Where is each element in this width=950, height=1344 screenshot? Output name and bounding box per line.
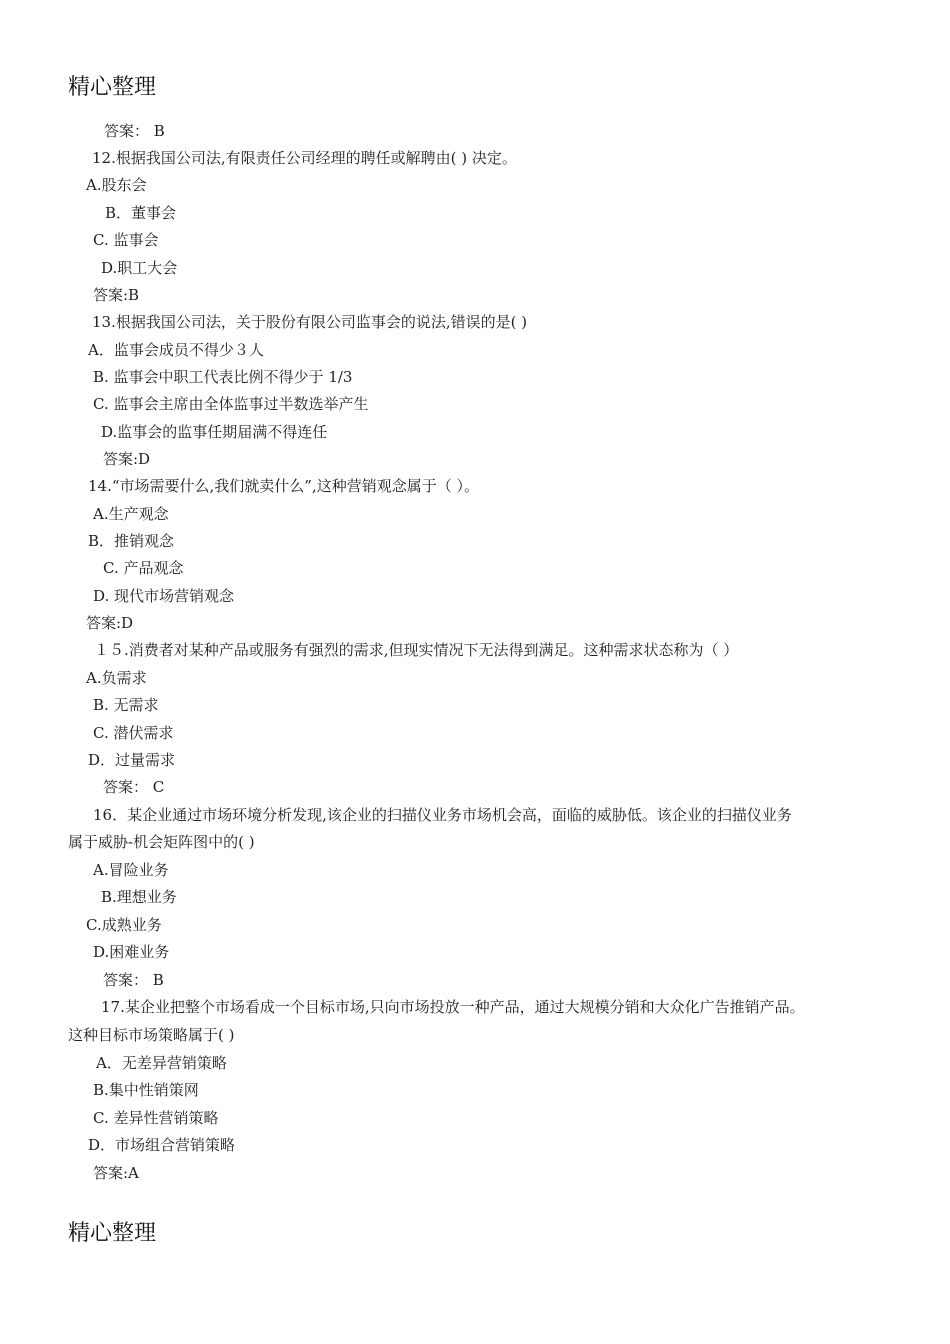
option-16-b: B.理想业务	[101, 888, 177, 906]
question-14: 14.“市场需要什么,我们就卖什么”,这种营销观念属于（ ）。	[88, 477, 479, 495]
option-17-d: D．市场组合营销策略	[88, 1136, 236, 1154]
option-17-b: B.集中性销策网	[93, 1081, 199, 1099]
question-16-cont: 属于威胁-机会矩阵图中的( )	[68, 833, 255, 851]
option-14-a: A.生产观念	[93, 505, 169, 523]
option-12-b: B．董事会	[105, 204, 177, 222]
option-12-d: D.职工大会	[101, 259, 178, 277]
question-17: 17.某企业把整个市场看成一个目标市场,只向市场投放一种产品，通过大规模分销和大众化广告推销产品。	[101, 998, 805, 1016]
answer-12: 答案:B	[93, 286, 140, 304]
option-14-d: D. 现代市场营销观念	[93, 587, 235, 605]
answer-17: 答案:A	[93, 1164, 139, 1182]
option-17-c: C. 差异性营销策略	[93, 1109, 219, 1127]
question-13: 13.根据我国公司法，关于股份有限公司监事会的说法,错误的是( )	[92, 313, 528, 331]
option-12-a: A.股东会	[86, 176, 147, 194]
option-13-d: D.监事会的监事任期届满不得连任	[101, 423, 328, 441]
option-13-a: A．监事会成员不得少３人	[88, 341, 264, 359]
question-16: 16．某企业通过市场环境分析发现,该企业的扫描仪业务市场机会高，面临的威胁低。该企业的扫描仪业务	[93, 806, 792, 824]
option-12-c: C. 监事会	[93, 231, 159, 249]
option-15-d: D．过量需求	[88, 751, 176, 769]
option-17-a: A．无差异营销策略	[96, 1054, 227, 1072]
question-12: 12.根据我国公司法,有限责任公司经理的聘任或解聘由( ) 决定。	[92, 149, 517, 167]
page-header: 精心整理	[68, 75, 157, 100]
question-17-cont: 这种目标市场策略属于( )	[68, 1026, 235, 1044]
option-15-c: C. 潜伏需求	[93, 724, 174, 742]
question-15: １５.消费者对某种产品或服务有强烈的需求,但现实情况下无法得到满足。这种需求状态称为（ ）	[94, 641, 739, 659]
option-16-a: A.冒险业务	[93, 861, 169, 879]
option-15-b: B. 无需求	[93, 696, 159, 714]
option-13-b: B. 监事会中职工代表比例不得少于 1/3	[93, 368, 353, 386]
option-16-c: C.成熟业务	[86, 916, 162, 934]
answer-16: 答案： B	[103, 971, 164, 989]
option-13-c: C. 监事会主席由全体监事过半数选举产生	[93, 395, 369, 413]
option-14-b: B．推销观念	[88, 532, 175, 550]
option-14-c: C. 产品观念	[103, 559, 184, 577]
answer-13: 答案:D	[103, 450, 151, 468]
option-15-a: A.负需求	[86, 669, 147, 687]
answer-15: 答案： C	[103, 778, 165, 796]
answer-11: 答案： B	[104, 122, 165, 140]
answer-14: 答案:D	[86, 614, 134, 632]
page-footer: 精心整理	[68, 1221, 157, 1246]
option-16-d: D.困难业务	[93, 943, 170, 961]
